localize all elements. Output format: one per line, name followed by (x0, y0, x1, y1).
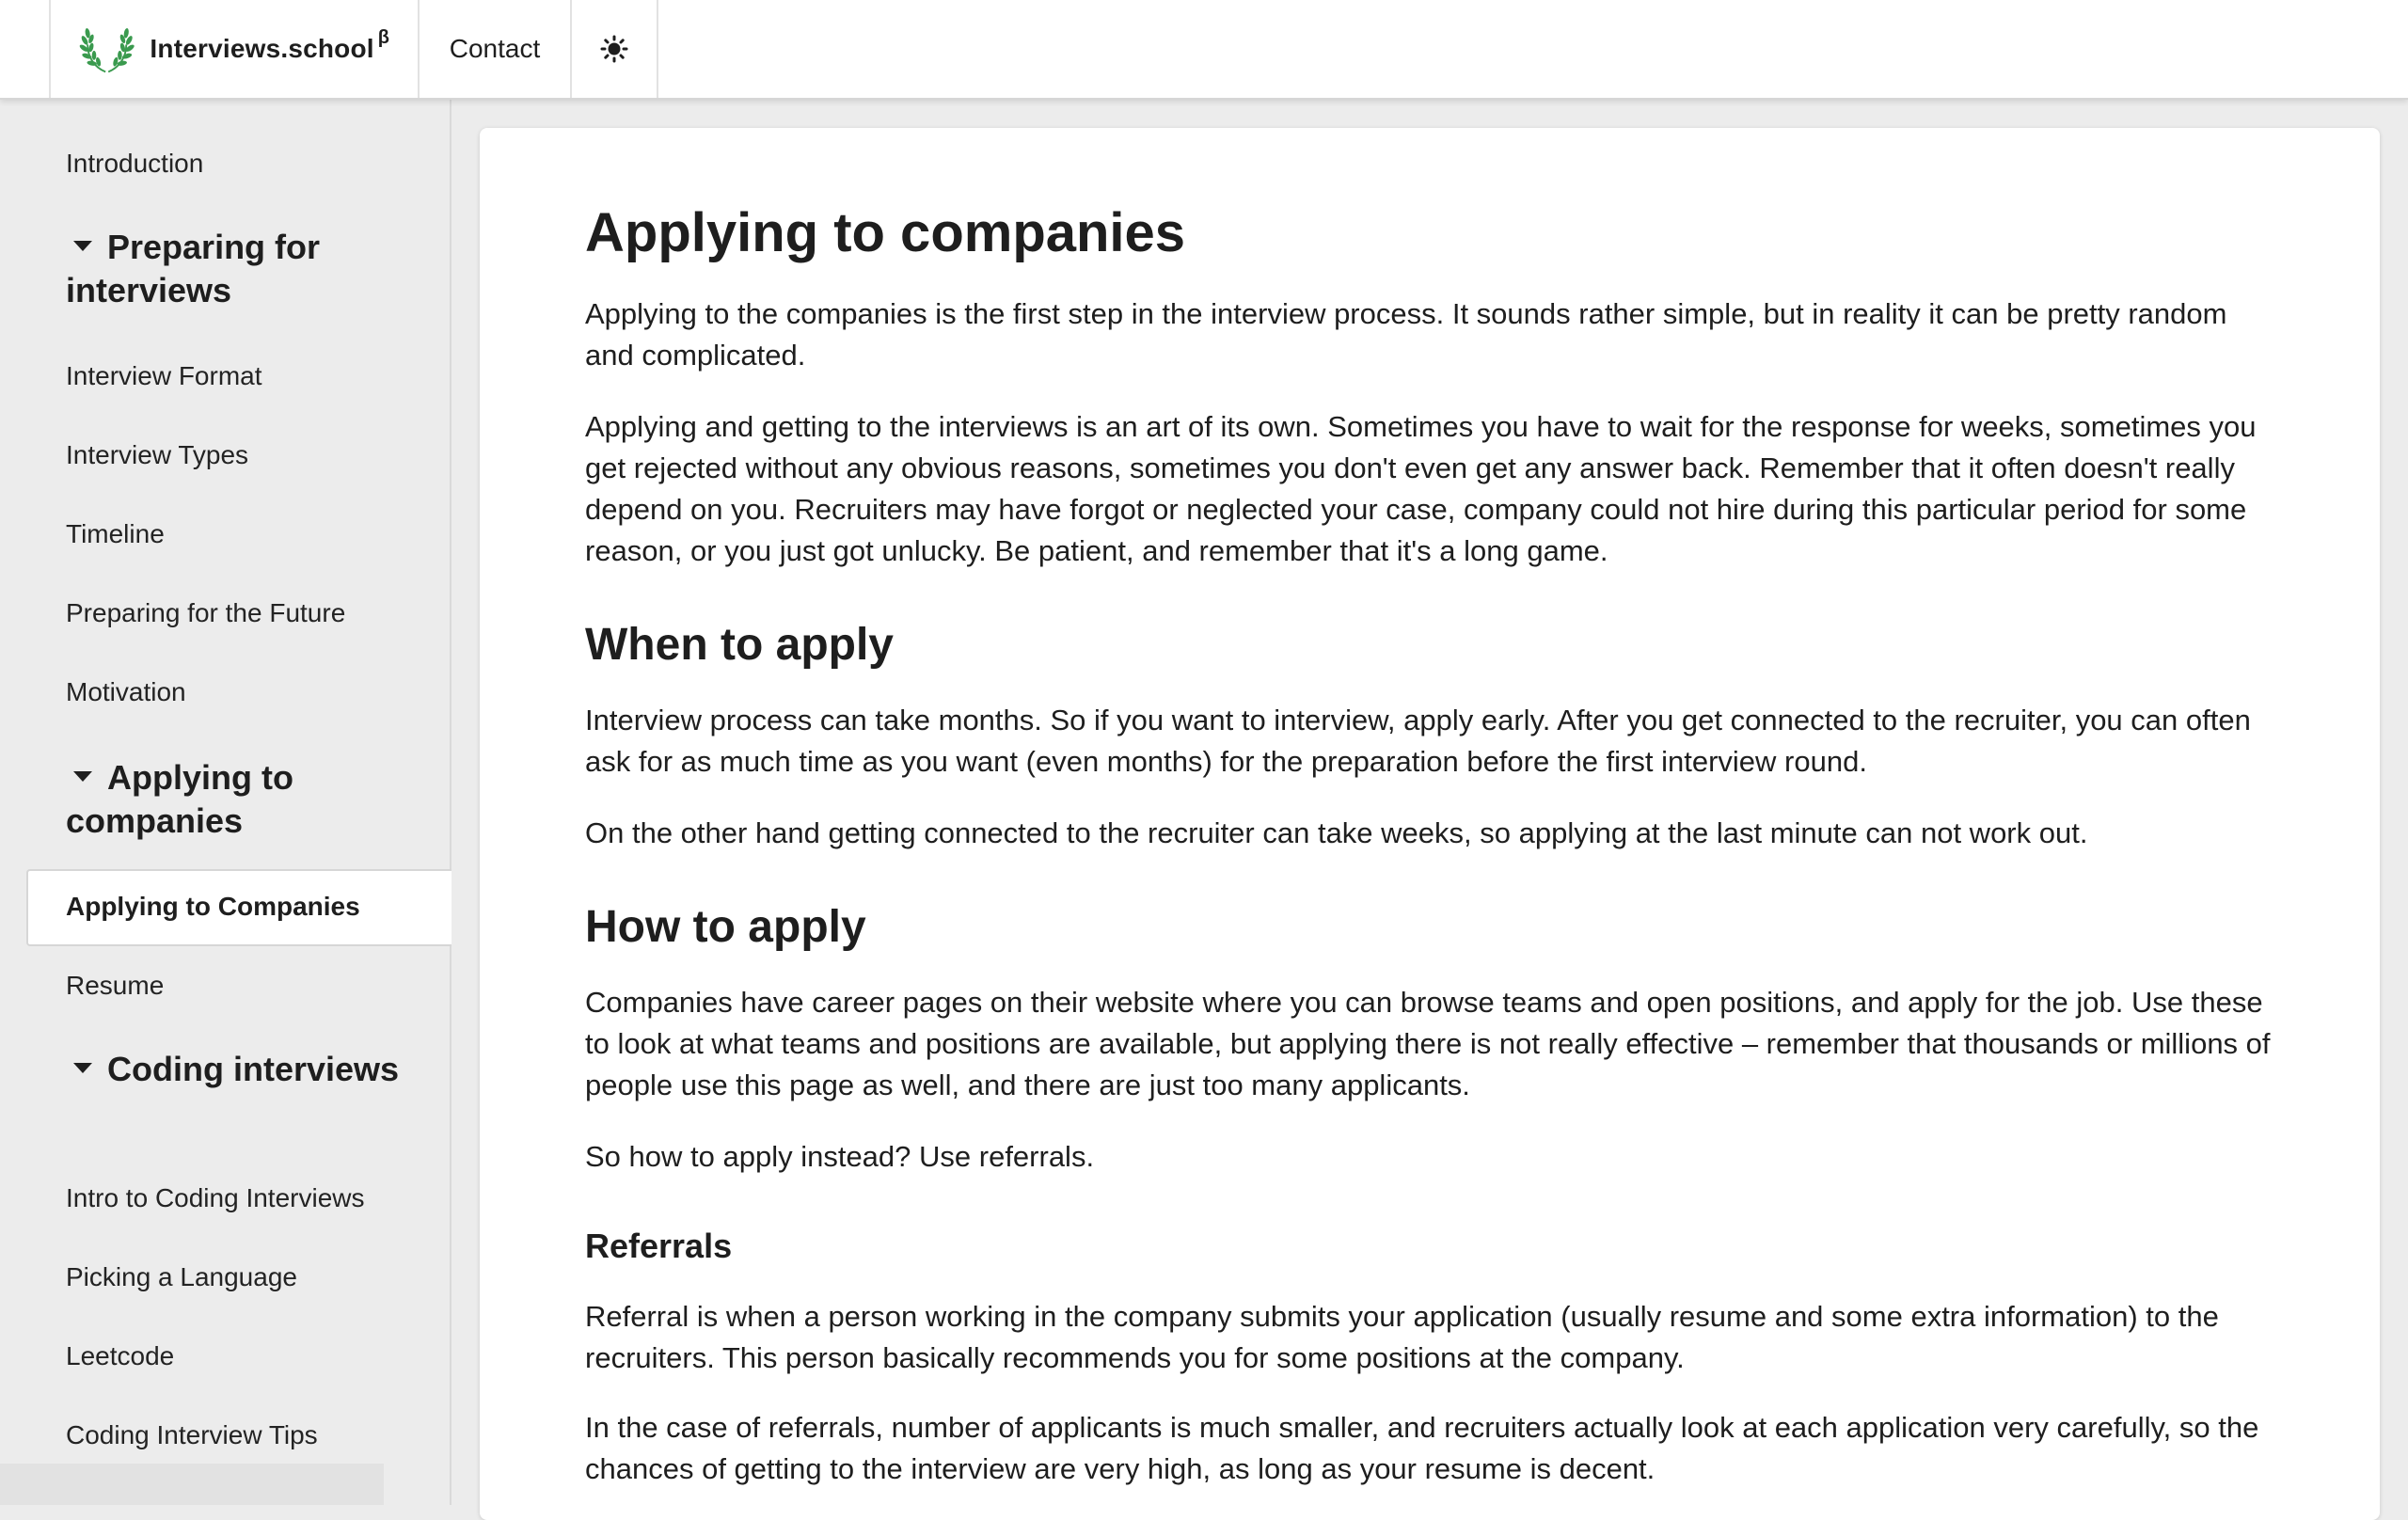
caret-down-icon (73, 1063, 92, 1073)
sidebar-item-interview-format[interactable]: Interview Format (66, 361, 262, 390)
sidebar-item-timeline[interactable]: Timeline (66, 519, 165, 548)
section-heading-referrals: Referrals (585, 1227, 733, 1265)
article-card (480, 128, 2380, 1520)
brand-link[interactable] (51, 0, 420, 98)
brand-beta-badge: β (377, 26, 389, 48)
sidebar-item-leetcode[interactable]: Leetcode (66, 1341, 175, 1370)
top-bar (0, 0, 2408, 100)
sidebar-item-picking-language[interactable]: Picking a Language (66, 1262, 297, 1291)
sidebar-item-introduction[interactable]: Introduction (66, 149, 204, 178)
sidebar-item-resume[interactable]: Resume (66, 971, 165, 1000)
page-title: Applying to companies (585, 202, 1186, 263)
caret-down-icon (73, 241, 92, 251)
sidebar-item-interview-types[interactable]: Interview Types (66, 440, 249, 469)
paragraph-how-1: Companies have career pages on their website where you can browse teams and open positions, and apply for the job. Use these to look at what teams and positions are available, but applying there is not really effective – remember that thousands or millions of people use this page as well, and there are just too many applicants. (585, 986, 2271, 1101)
sun-icon (600, 35, 628, 63)
laurel-wreath-icon (79, 15, 135, 83)
sidebar-section-label: Applying to companies (66, 758, 293, 840)
sidebar-item-motivation[interactable]: Motivation (66, 677, 186, 706)
paragraph-referrals-2: In the case of referrals, number of applicants is much smaller, and recruiters actually look at each application very carefully, so the chances of getting to the interview are very high, as long as your resume is decent. (585, 1411, 2259, 1485)
paragraph-when-2: On the other hand getting connected to the recruiter can take weeks, so applying at the last minute can not work out. (585, 816, 2088, 849)
sidebar-section-label: Preparing for interviews (66, 228, 321, 309)
sidebar-item-coding-tips[interactable]: Coding Interview Tips (66, 1420, 318, 1449)
sidebar-section-coding[interactable] (66, 1048, 404, 1091)
sidebar-section-applying[interactable] (66, 756, 404, 843)
sidebar-section-label: Coding interviews (107, 1050, 400, 1088)
sidebar-item-applying-to-companies[interactable] (26, 869, 452, 946)
sidebar-item-intro-coding[interactable]: Intro to Coding Interviews (66, 1183, 365, 1212)
paragraph-art: Applying and getting to the interviews is an art of its own. Sometimes you have to wait for the response for weeks, sometimes you get rejected without any obvious reasons, sometimes you don't even get any answer back. Remember that it often doesn't really depend on you. Recruiters may have forgot or neglected your case, company could not hire during this particular period for some reason, or you just got unlucky. Be patient, and remember that it's a long game. (585, 410, 2257, 567)
theme-toggle-button[interactable] (572, 0, 658, 98)
sidebar-item-preparing-future[interactable]: Preparing for the Future (66, 598, 346, 627)
paragraph-intro: Applying to the companies is the first step in the interview process. It sounds rather simple, but in reality it can be pretty random and complicated. (585, 297, 2227, 372)
paragraph-referrals-1: Referral is when a person working in the company submits your application (usually resume and some extra information) to the recruiters. This person basically recommends you for some positions at the company. (585, 1300, 2219, 1374)
section-heading-how: How to apply (585, 902, 866, 952)
top-bar-spacer (0, 0, 51, 98)
caret-down-icon (73, 771, 92, 782)
nav-contact-link[interactable]: Contact (420, 0, 572, 98)
brand-name: Interviews.school (150, 34, 374, 63)
sidebar (0, 100, 452, 1505)
paragraph-how-2: So how to apply instead? Use referrals. (585, 1140, 1095, 1173)
paragraph-when-1: Interview process can take months. So if you want to interview, apply early. After you get connected to the recruiter, you can often ask for as much time as you want (even months) for the preparation before the first interview round. (585, 704, 2251, 778)
section-heading-when: When to apply (585, 620, 894, 670)
sidebar-section-preparing[interactable] (66, 226, 404, 312)
sidebar-item-label: Applying to Companies (66, 892, 360, 921)
status-bar-overlay (0, 1464, 384, 1505)
